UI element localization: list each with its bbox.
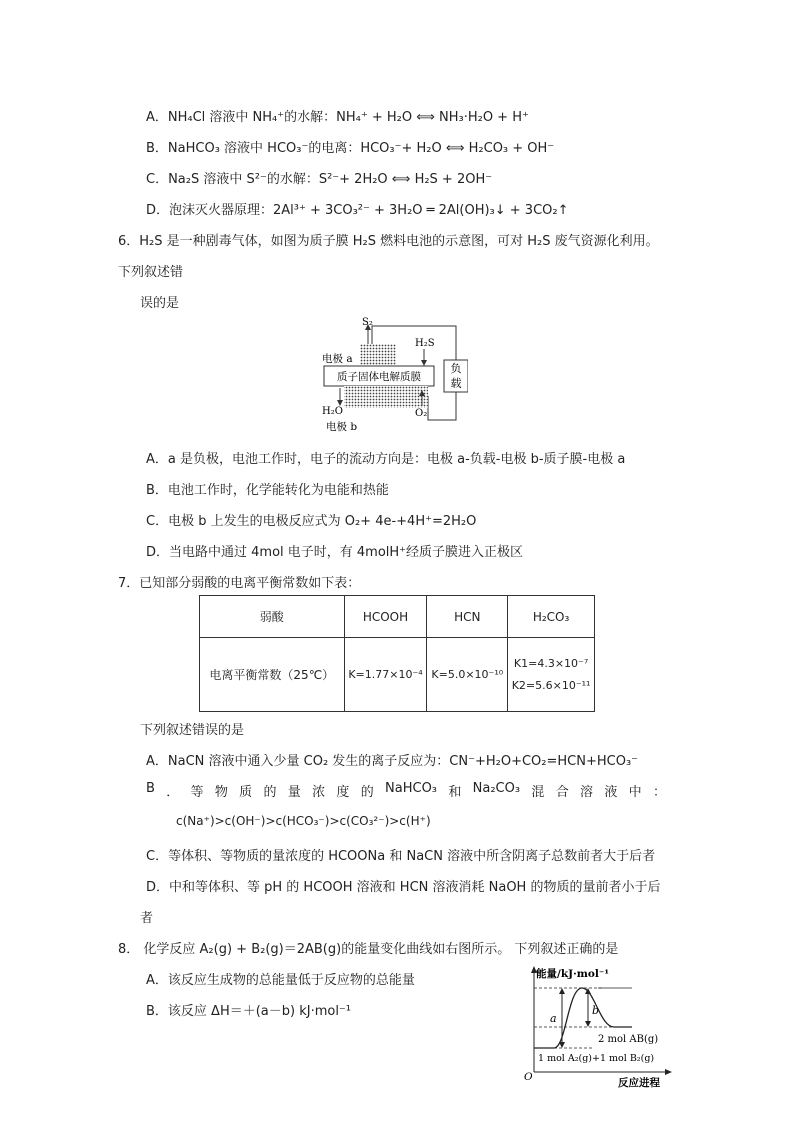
load-label-bottom: 载 xyxy=(450,377,462,390)
table-header-hcooh: HCOOH xyxy=(344,596,427,638)
q6-option-c: C．电极 b 上发生的电极反应式为 O₂+ 4e-+4H⁺=2H₂O xyxy=(146,514,477,529)
q7-option-d-cont: 者 xyxy=(140,911,154,926)
ionization-constant-table xyxy=(199,595,595,712)
table-header-h2co3: H₂CO₃ xyxy=(508,596,595,638)
q7-b-part: 浓 xyxy=(312,785,326,800)
fuel-cell-diagram xyxy=(318,314,468,436)
q6-stem-end: 误的是 xyxy=(140,296,180,311)
load-label-top: 负 xyxy=(450,362,462,375)
q5-option-d: D．泡沫灭火器原理：2Al³⁺ + 3CO₃²⁻ + 3H₂O ═ 2Al(OH)₃↓ + 3CO₂↑ xyxy=(146,203,569,218)
h2s-label: H₂S xyxy=(415,338,435,349)
q7-b-part: NaHCO₃ xyxy=(385,781,438,796)
q6-option-d: D．当电路中通过 4mol 电子时，有 4molH⁺经质子膜进入正极区 xyxy=(146,545,524,560)
electrode-b-label: 电极 b xyxy=(326,421,358,433)
q7-b-part: ． xyxy=(166,785,180,800)
electrode-b xyxy=(344,386,428,408)
table-cell-h2co3 xyxy=(508,638,595,712)
b-arrow-down-icon xyxy=(585,1021,591,1027)
q7-b-part: 质 xyxy=(239,785,253,800)
h2o-label: H₂O xyxy=(322,406,343,417)
q7-b-part: 物 xyxy=(214,785,228,800)
a-arrow-down-icon xyxy=(559,1042,565,1048)
membrane-label: 质子固体电解质膜 xyxy=(337,371,421,383)
q8-stem: 8． 化学反应 A₂(g) + B₂(g)＝2AB(g)的能量变化曲线如右图所示。 下列叙述正确的是 xyxy=(118,942,619,957)
q7-b-part: 量 xyxy=(287,785,301,800)
q7-option-b xyxy=(146,781,666,800)
q8-option-b: B．该反应 ΔH＝＋(a－b) kJ·mol⁻¹ xyxy=(146,1004,352,1019)
q7-b-part: 的 xyxy=(360,785,374,800)
a-arrow-up-icon xyxy=(559,988,565,994)
q6-stem-cont: 下列叙述错 xyxy=(118,265,184,280)
q6-stem: 6．H₂S 是一种剧毒气体，如图为质子膜 H₂S 燃料电池的示意图，可对 H₂S 废气资源化利用。 xyxy=(118,234,659,249)
q6-option-a: A．a 是负极，电池工作时，电子的流动方向是：电极 a-负载-电极 b-质子膜-电极 a xyxy=(146,452,626,467)
reactant-label: 1 mol A₂(g)+1 mol B₂(g) xyxy=(538,1053,655,1064)
q7-stem: 7．已知部分弱酸的电离平衡常数如下表： xyxy=(118,576,361,591)
h2s-arrow-icon xyxy=(421,360,427,366)
electrode-a xyxy=(360,344,396,366)
q6-option-b: B．电池工作时，化学能转化为电能和热能 xyxy=(146,483,389,498)
q7-b-part: B xyxy=(146,781,155,796)
x-axis-arrow-icon xyxy=(665,1069,672,1075)
q7-b-part: 混 xyxy=(531,785,545,800)
s2-label: S₂ xyxy=(362,317,373,328)
energy-diagram xyxy=(522,964,672,1092)
q5-option-c: C．Na₂S 溶液中 S²⁻的水解：S²⁻+ 2H₂O ⟺ H₂S + 2OH⁻ xyxy=(146,172,493,187)
label-a: a xyxy=(550,1012,557,1025)
y-axis-label: 能量/kJ·mol⁻¹ xyxy=(536,968,609,980)
q7-ask: 下列叙述错误的是 xyxy=(140,723,245,738)
q7-option-c: C．等体积、等物质的量浓度的 HCOONa 和 NaCN 溶液中所含阴离子总数前者大于后者 xyxy=(146,849,656,864)
q7-option-d: D．中和等体积、等 pH 的 HCOOH 溶液和 HCN 溶液消耗 NaOH 的物质的量前者小于后 xyxy=(146,880,661,895)
q7-b-part: 液 xyxy=(604,785,618,800)
q7-b-part: 溶 xyxy=(580,785,594,800)
table-cell-hcooh: K=1.77×10⁻⁴ xyxy=(344,638,427,712)
table-cell-h2co3-k2: K2=5.6×10⁻¹¹ xyxy=(511,678,591,692)
origin-label: O xyxy=(524,1071,533,1083)
q7-b-part: 等 xyxy=(190,785,204,800)
q7-b-part: 和 xyxy=(448,785,462,800)
q7-b-part: 度 xyxy=(336,785,350,800)
table-header-hcn: HCN xyxy=(427,596,508,638)
q7-option-a: A．NaCN 溶液中通入少量 CO₂ 发生的离子反应为：CN⁻+H₂O+CO₂=HCN+HCO₃⁻ xyxy=(146,754,639,769)
table-cell-h2co3-k1: K1=4.3×10⁻⁷ xyxy=(513,656,589,670)
table-header-acid: 弱酸 xyxy=(200,596,345,638)
q7-option-b-cont: c(Na⁺)>c(OH⁻)>c(HCO₃⁻)>c(CO₃²⁻)>c(H⁺) xyxy=(176,814,431,828)
q7-b-part: 的 xyxy=(263,785,277,800)
q5-option-b: B．NaHCO₃ 溶液中 HCO₃⁻的电离：HCO₃⁻+ H₂O ⟺ H₂CO₃ + OH⁻ xyxy=(146,141,555,156)
electrode-a-label: 电极 a xyxy=(322,353,353,365)
q5-option-a: A．NH₄Cl 溶液中 NH₄⁺的水解：NH₄⁺ + H₂O ⟺ NH₃·H₂O + H⁺ xyxy=(146,110,529,125)
label-b: b xyxy=(592,1004,600,1017)
q8-option-a: A．该反应生成物的总能量低于反应物的总能量 xyxy=(146,973,415,988)
table-cell-hcn: K=5.0×10⁻¹⁰ xyxy=(427,638,508,712)
product-label: 2 mol AB(g) xyxy=(598,1034,659,1045)
q7-b-part: 中 xyxy=(628,785,642,800)
o2-label: O₂ xyxy=(415,408,428,419)
q7-b-part: ： xyxy=(652,785,666,800)
x-axis-label: 反应进程 xyxy=(618,1077,660,1089)
circuit-wire-bottom xyxy=(428,392,456,420)
table-row-label: 电离平衡常数（25℃） xyxy=(200,638,345,712)
q7-b-part: Na₂CO₃ xyxy=(472,781,521,796)
q7-b-part: 合 xyxy=(555,785,569,800)
